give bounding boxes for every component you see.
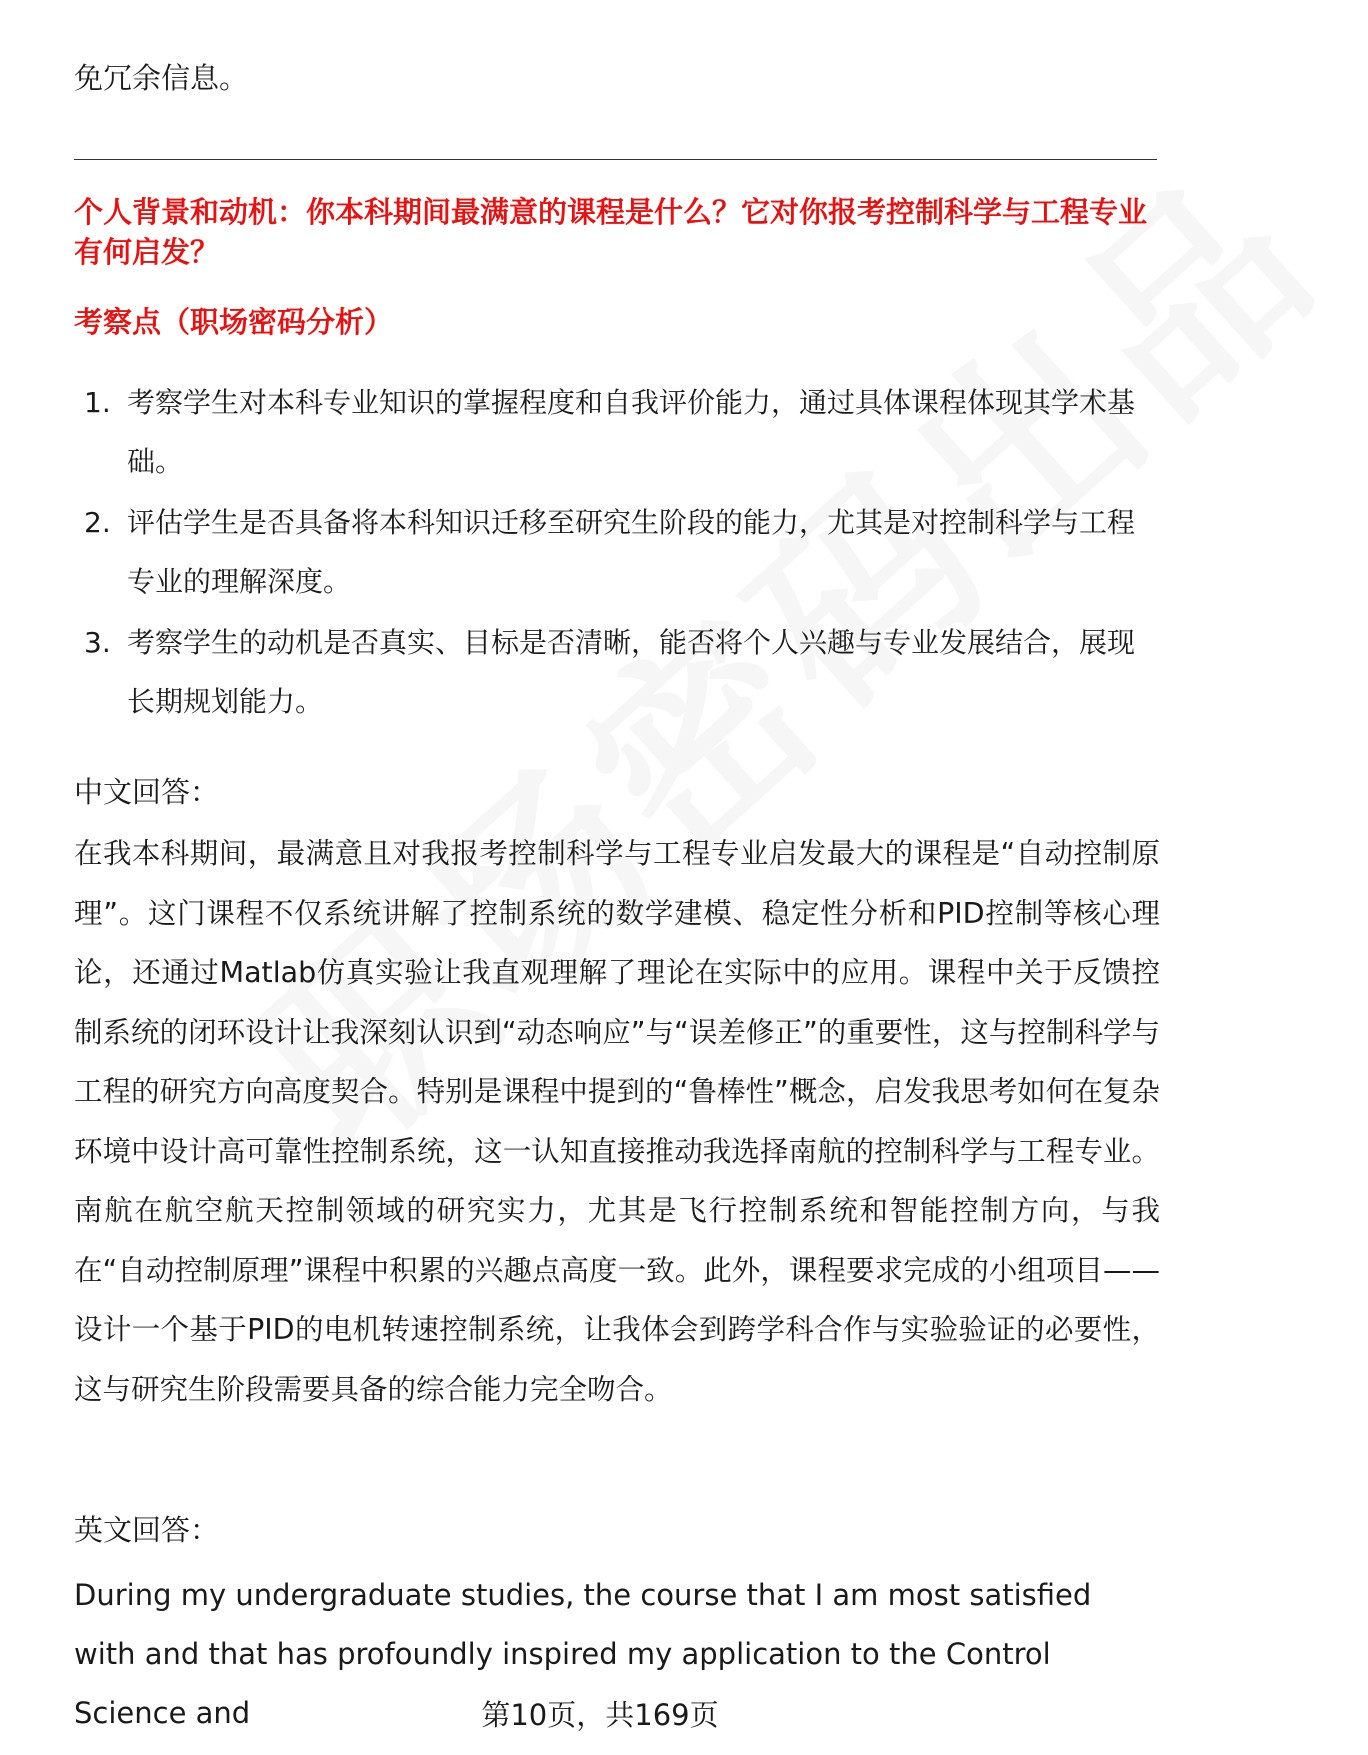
lead-text: 免冗余信息。 bbox=[74, 61, 249, 95]
point-text: 考察学生对本科专业知识的掌握程度和自我评价能力，通过具体课程体现其学术基础。 bbox=[127, 386, 1136, 478]
question-heading: 个人背景和动机：你本科期间最满意的课程是什么？它对你报考控制科学与工程专业有何启发？ bbox=[74, 195, 1148, 269]
analysis-heading: 考察点（职场密码分析） bbox=[74, 305, 394, 339]
chinese-answer-text: 在我本科期间，最满意且对我报考控制科学与工程专业启发最大的课程是“自动控制原理”。这门课程不仅系统讲解了控制系统的数学建模、稳定性分析和PID控制等核心理论，还通过Matlab仿真实验让我直观理解了理论在实际中的应用。课程中关于反馈控制系统的闭环设计让我深刻认识到“动态响应”与“误差修正”的重要性，这与控制科学与工程的研究方向高度契合。特别是课程中提到的“鲁棒性”概念，启发我思考如何在复杂环境中设计高可靠性控制系统，这一认知直接推动我选择南航的控制科学与工程专业。南航在航空航天控制领域的研究实力，尤其是飞行控制系统和智能控制方向，与我在“自动控制原理”课程中积累的兴趣点高度一致。此外，课程要求完成的小组项目——设计一个基于PID的电机转速控制系统，让我体会到跨学科合作与实验验证的必要性，这与研究生阶段需要具备的综合能力完全吻合。 bbox=[74, 837, 1160, 1406]
point-text: 评估学生是否具备将本科知识迁移至研究生阶段的能力，尤其是对控制科学与工程专业的理解深度。 bbox=[127, 506, 1136, 598]
english-answer-label: 英文回答： bbox=[74, 1513, 220, 1547]
page-footer: 第10页，共169页 bbox=[481, 1698, 719, 1732]
analysis-point bbox=[74, 613, 1154, 731]
analysis-point bbox=[74, 373, 1154, 491]
point-text: 考察学生的动机是否真实、目标是否清晰，能否将个人兴趣与专业发展结合，展现长期规划能力。 bbox=[127, 626, 1136, 718]
point-number: 3. bbox=[84, 626, 111, 659]
english-answer-text: During my undergraduate studies, the course that I am most satisfied with and that has profoundly inspired my application to the Control Science and bbox=[74, 1578, 1092, 1730]
point-number: 1. bbox=[84, 386, 111, 419]
chinese-answer-label: 中文回答： bbox=[74, 775, 220, 809]
analysis-point bbox=[74, 493, 1154, 611]
analysis-point-list bbox=[74, 373, 1154, 733]
point-number: 2. bbox=[84, 506, 111, 539]
section-divider bbox=[74, 159, 1157, 160]
